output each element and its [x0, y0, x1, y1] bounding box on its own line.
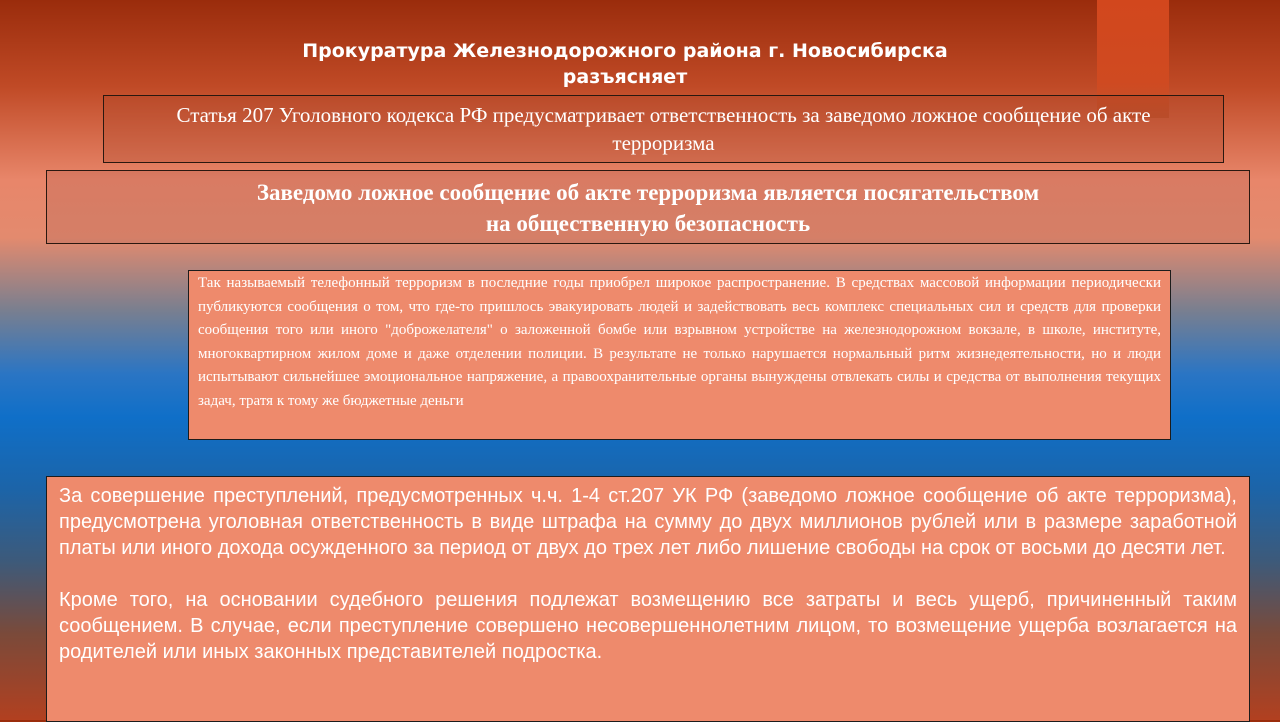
- liability-paragraph-2: Кроме того, на основании судебного решения подлежат возмещению все затраты и весь ущерб, причиненный таким сообщением. В случае, если преступление совершено несовершеннолетним лицом, то возмещение ущерба возлагается на родителей или иных законных представителей подростка.: [59, 589, 1237, 663]
- liability-box: [46, 476, 1250, 722]
- page-title-line2: разъясняет: [562, 66, 688, 88]
- headline-line1: Заведомо ложное сообщение об акте терроризма является посягательством: [256, 180, 1040, 205]
- page-title: [250, 38, 1000, 90]
- headline-line2: на общественную безопасность: [485, 211, 811, 236]
- paragraph-spacer: [59, 561, 1237, 587]
- article-207-text: Статья 207 Уголовного кодекса РФ предусматривает ответственность за заведомо ложное сообщение об акте терроризма: [176, 103, 1151, 155]
- liability-paragraph-1: За совершение преступлений, предусмотренных ч.ч. 1-4 ст.207 УК РФ (заведомо ложное сообщение об акте терроризма), предусмотрена уголовная ответственность в виде штрафа на сумму до двух миллионов рублей или в размере заработной платы или иного дохода осужденного за период от двух до трех лет либо лишение свободы на срок от восьми до десяти лет.: [59, 485, 1237, 559]
- article-207-box: [103, 95, 1224, 163]
- page-title-line1: Прокуратура Железнодорожного района г. Новосибирска: [302, 40, 948, 62]
- headline-box: [46, 170, 1250, 244]
- telephone-terrorism-text: Так называемый телефонный терроризм в последние годы приобрел широкое распространение. В средствах массовой информации периодически публикуются сообщения о том, что где-то пришлось эвакуировать людей и задействовать весь комплекс специальных сил и средств для проверки сообщения того или иного "доброжелателя" о заложенной бомбе или взрывном устройстве на железнодорожном вокзале, в школе, институте, многоквартирном жилом доме и даже отделении полиции. В результате не только нарушается нормальный ритм жизнедеятельности, но и люди испытывают сильнейшее эмоциональное напряжение, а правоохранительные органы вынуждены отвлекать силы и средства от выполнения текущих задач, тратя к тому же бюджетные деньги: [198, 275, 1161, 409]
- telephone-terrorism-info-box: [188, 270, 1171, 440]
